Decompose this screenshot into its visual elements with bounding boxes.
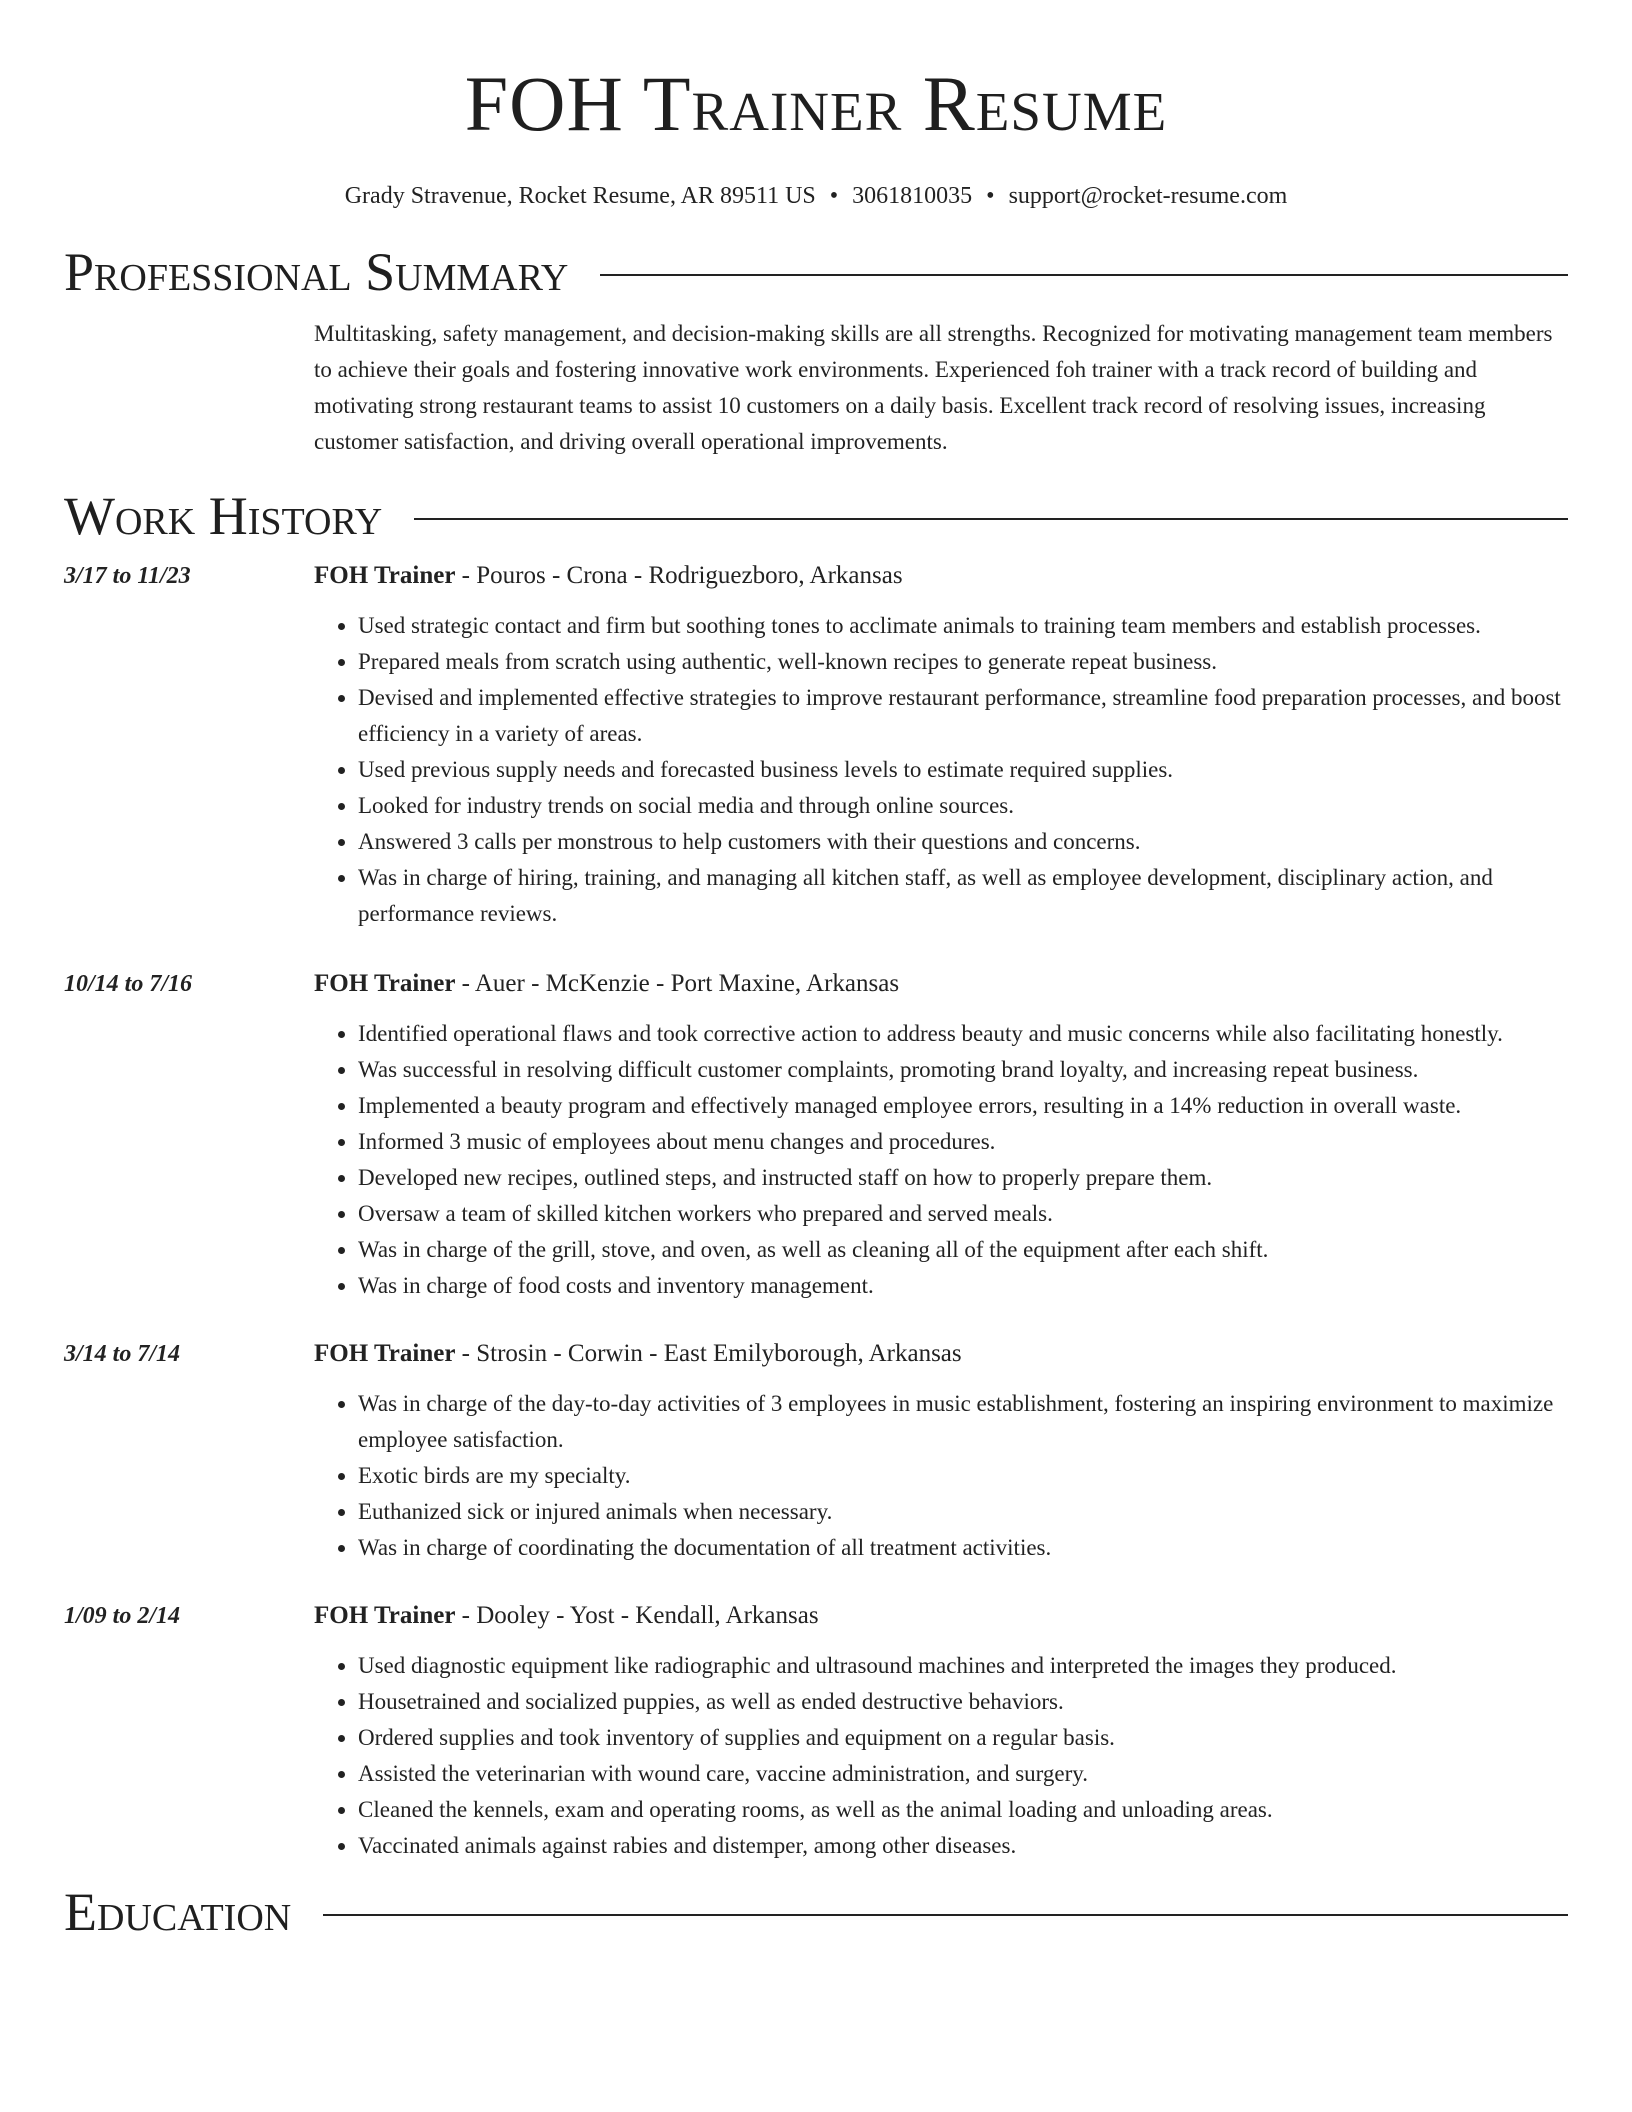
job-entry: [64, 1336, 1568, 1566]
job-duties: [314, 1016, 1568, 1304]
contact-separator: •: [986, 183, 995, 209]
job-role: FOH Trainer: [314, 1602, 456, 1629]
job-body: [314, 558, 1568, 932]
job-employer: - Auer - McKenzie - Port Maxine, Arkansas: [455, 970, 900, 997]
resume-title: FOH Trainer Resume: [464, 60, 1168, 147]
job-duty: • Was in charge of hiring, training, and managing all kitchen staff, as well as employee development, disciplinary action, and performance reviews.: [358, 860, 1568, 932]
job-entry: [64, 966, 1568, 1304]
job-duty: • Used diagnostic equipment like radiographic and ultrasound machines and interpreted the images they produced.: [358, 1648, 1568, 1684]
job-title-line: [314, 558, 1568, 594]
contact-phone: 3061810035: [852, 183, 973, 209]
job-role: FOH Trainer: [314, 970, 456, 997]
section-divider: [414, 518, 1568, 520]
job-entry: [64, 1598, 1568, 1864]
job-duty: • Exotic birds are my specialty.: [358, 1458, 1568, 1494]
job-duty: • Used previous supply needs and forecasted business levels to estimate required supplies.: [358, 752, 1568, 788]
work-heading: Work History: [64, 486, 383, 546]
job-title-line: [314, 1336, 1568, 1372]
section-divider: [323, 1914, 1568, 1916]
contact-separator: •: [829, 183, 839, 209]
job-title-line: [314, 966, 1568, 1002]
contact-email: support@rocket-resume.com: [1008, 183, 1288, 209]
job-body: [314, 966, 1568, 1304]
job-duty: • Was in charge of the grill, stove, and oven, as well as cleaning all of the equipment after each shift.: [358, 1232, 1568, 1268]
job-employer: - Dooley - Yost - Kendall, Arkansas: [455, 1602, 819, 1629]
job-duty: • Vaccinated animals against rabies and distemper, among other diseases.: [358, 1828, 1568, 1864]
job-duty: • Developed new recipes, outlined steps, and instructed staff on how to properly prepare them.: [358, 1160, 1568, 1196]
summary-heading: Professional Summary: [64, 242, 569, 302]
work-history-list: [64, 558, 1568, 1864]
job-duty: • Housetrained and socialized puppies, as well as ended destructive behaviors.: [358, 1684, 1568, 1720]
job-duty: • Cleaned the kennels, exam and operating rooms, as well as the animal loading and unloading areas.: [358, 1792, 1568, 1828]
job-dates: 3/14 to 7/14: [64, 1341, 181, 1367]
job-employer: - Pouros - Crona - Rodriguezboro, Arkansas: [455, 562, 903, 589]
job-role: FOH Trainer: [314, 1340, 456, 1367]
job-dates: 10/14 to 7/16: [64, 971, 193, 997]
contact-line: [64, 180, 1568, 212]
job-duty: • Devised and implemented effective strategies to improve restaurant performance, streamline food preparation processes, and boost efficiency in a variety of areas.: [358, 680, 1568, 752]
job-duty: • Prepared meals from scratch using authentic, well-known recipes to generate repeat business.: [358, 644, 1568, 680]
job-employer: - Strosin - Corwin - East Emilyborough, Arkansas: [455, 1340, 962, 1367]
job-duty: • Euthanized sick or injured animals when necessary.: [358, 1494, 1568, 1530]
job-duty: • Was in charge of coordinating the documentation of all treatment activities.: [358, 1530, 1568, 1566]
section-divider: [600, 274, 1568, 276]
job-body: [314, 1336, 1568, 1566]
job-dates: 1/09 to 2/14: [64, 1603, 181, 1629]
job-duty: • Oversaw a team of skilled kitchen workers who prepared and served meals.: [358, 1196, 1568, 1232]
summary-text: Multitasking, safety management, and decision-making skills are all strengths. Recognized for motivating management team members to achieve their goals and fostering innovative work environments. Experienced foh trainer with a track record of building and motivating strong restaurant teams to assist 10 customers on a daily basis. Excellent track record of resolving issues, increasing customer satisfaction, and driving overall operational improvements.: [314, 321, 1553, 454]
job-duty: • Ordered supplies and took inventory of supplies and equipment on a regular basis.: [358, 1720, 1568, 1756]
job-duty: • Identified operational flaws and took corrective action to address beauty and music concerns while also facilitating honestly.: [358, 1016, 1568, 1052]
contact-address: Grady Stravenue, Rocket Resume, AR 89511 US: [344, 183, 816, 209]
job-role: FOH Trainer: [314, 562, 456, 589]
job-duty: • Was in charge of the day-to-day activities of 3 employees in music establishment, fostering an inspiring environment to maximize employee satisfaction.: [358, 1386, 1568, 1458]
education-heading: Education: [64, 1882, 292, 1942]
job-body: [314, 1598, 1568, 1864]
job-duty: • Was in charge of food costs and inventory management.: [358, 1268, 1568, 1304]
job-dates: 3/17 to 11/23: [64, 563, 191, 589]
job-duty: • Was successful in resolving difficult customer complaints, promoting brand loyalty, and increasing repeat business.: [358, 1052, 1568, 1088]
job-duties: [314, 1648, 1568, 1864]
job-duty: • Used strategic contact and firm but soothing tones to acclimate animals to training team members and establish processes.: [358, 608, 1568, 644]
job-duty: • Implemented a beauty program and effectively managed employee errors, resulting in a 14% reduction in overall waste.: [358, 1088, 1568, 1124]
job-duty: • Informed 3 music of employees about menu changes and procedures.: [358, 1124, 1568, 1160]
job-title-line: [314, 1598, 1568, 1634]
education-section-header: [64, 1880, 1568, 1944]
job-duty: • Assisted the veterinarian with wound care, vaccine administration, and surgery.: [358, 1756, 1568, 1792]
job-duties: [314, 1386, 1568, 1566]
job-duty: • Answered 3 calls per monstrous to help customers with their questions and concerns.: [358, 824, 1568, 860]
job-duties: [314, 608, 1568, 932]
job-entry: [64, 558, 1568, 932]
job-duty: • Looked for industry trends on social media and through online sources.: [358, 788, 1568, 824]
work-section-header: [64, 484, 1568, 548]
summary-section-header: [64, 240, 1568, 304]
